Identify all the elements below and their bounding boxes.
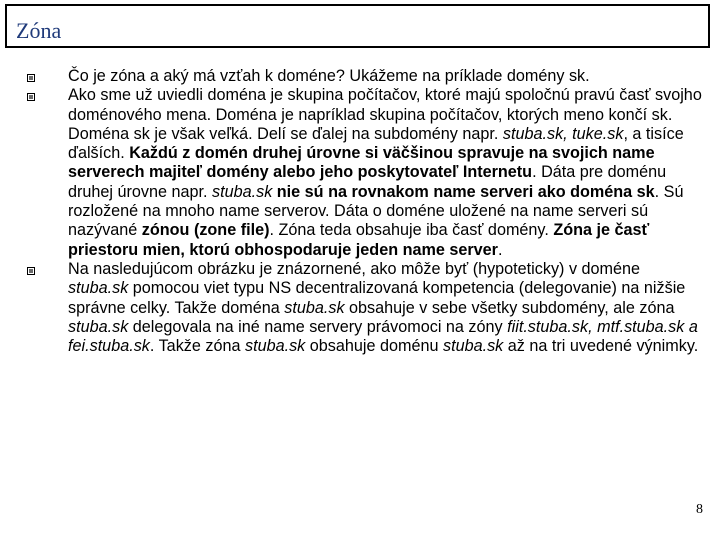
text-segment: Každú z domén druhej úrovne si väčšinou spravuje na svojich name serverech majiteľ domény alebo jeho poskytovateľ Internetu	[68, 144, 655, 182]
text-segment: . Zóna teda obsahuje iba časť domény.	[269, 221, 554, 240]
text-segment: zónou (zone file)	[141, 221, 270, 240]
text-segment: . Takže zóna	[149, 337, 245, 356]
text-segment: Zóna je časť priestoru mien, ktorú obhospodaruje jeden name server	[68, 221, 650, 259]
bullet-text	[68, 260, 698, 355]
text-segment: stuba.sk	[284, 298, 345, 317]
bullet-item	[27, 260, 704, 356]
text-segment: Čo je zóna a aký má vzťah k doméne? Ukážeme na príklade domény sk.	[68, 67, 590, 85]
bullet-text	[68, 67, 590, 85]
text-segment: obsahuje doménu	[305, 337, 443, 356]
text-segment: stuba.sk	[68, 279, 129, 298]
bullet-list	[27, 67, 704, 356]
text-segment: až na tri uvedené výnimky.	[503, 337, 699, 356]
page-number: 8	[696, 502, 703, 517]
text-segment: stuba.sk	[244, 337, 306, 356]
text-segment: Na nasledujúcom obrázku je znázornené, ako môže byť (hypoteticky) v doméne	[68, 259, 641, 278]
text-segment: nie sú na rovnakom name serveri ako doména sk	[276, 182, 655, 201]
bullet-text	[68, 86, 702, 258]
text-segment: stuba.sk, tuke.sk	[502, 124, 624, 143]
text-segment: , a tisíce ďalších.	[68, 124, 684, 163]
text-segment: obsahuje v sebe všetky subdomény, ale zóna	[344, 298, 675, 317]
square-bullet-icon	[27, 267, 35, 275]
text-segment: stuba.sk	[212, 182, 273, 201]
square-bullet-icon	[27, 74, 35, 82]
text-segment: stuba.sk	[442, 337, 504, 356]
slide-title: Zóna	[16, 18, 62, 43]
text-segment: stuba.sk	[68, 317, 129, 336]
text-segment: delegovala na iné name servery právomoci na zóny	[128, 317, 508, 336]
text-segment: Ako sme už uviedli doména je skupina počítačov, ktoré majú spoločnú pravú časť svojho doménového mena. Doména je napríklad skupina počítačov, ktorých meno končí sk. Doména sk je však veľká. Delí se ďalej na subdomény napr.	[68, 86, 702, 143]
text-segment: pomocou viet typu NS decentralizovaná kompetencia (delegovanie) na nižšie správne celky. Takže doména	[68, 279, 686, 317]
square-bullet-icon	[27, 93, 35, 101]
bullet-item	[27, 86, 704, 260]
bullet-item	[27, 67, 704, 86]
title-frame	[5, 4, 710, 48]
text-segment: .	[497, 240, 503, 259]
text-segment: fiit.stuba.sk, mtf.stuba.sk a fei.stuba.sk	[68, 317, 698, 356]
text-segment: . Dáta pre doménu druhej úrovne napr.	[68, 163, 667, 201]
text-segment: . Sú rozložené na mnoho name serverov. Dáta o doméne uložené na name serveri sú nazývané	[68, 182, 684, 240]
